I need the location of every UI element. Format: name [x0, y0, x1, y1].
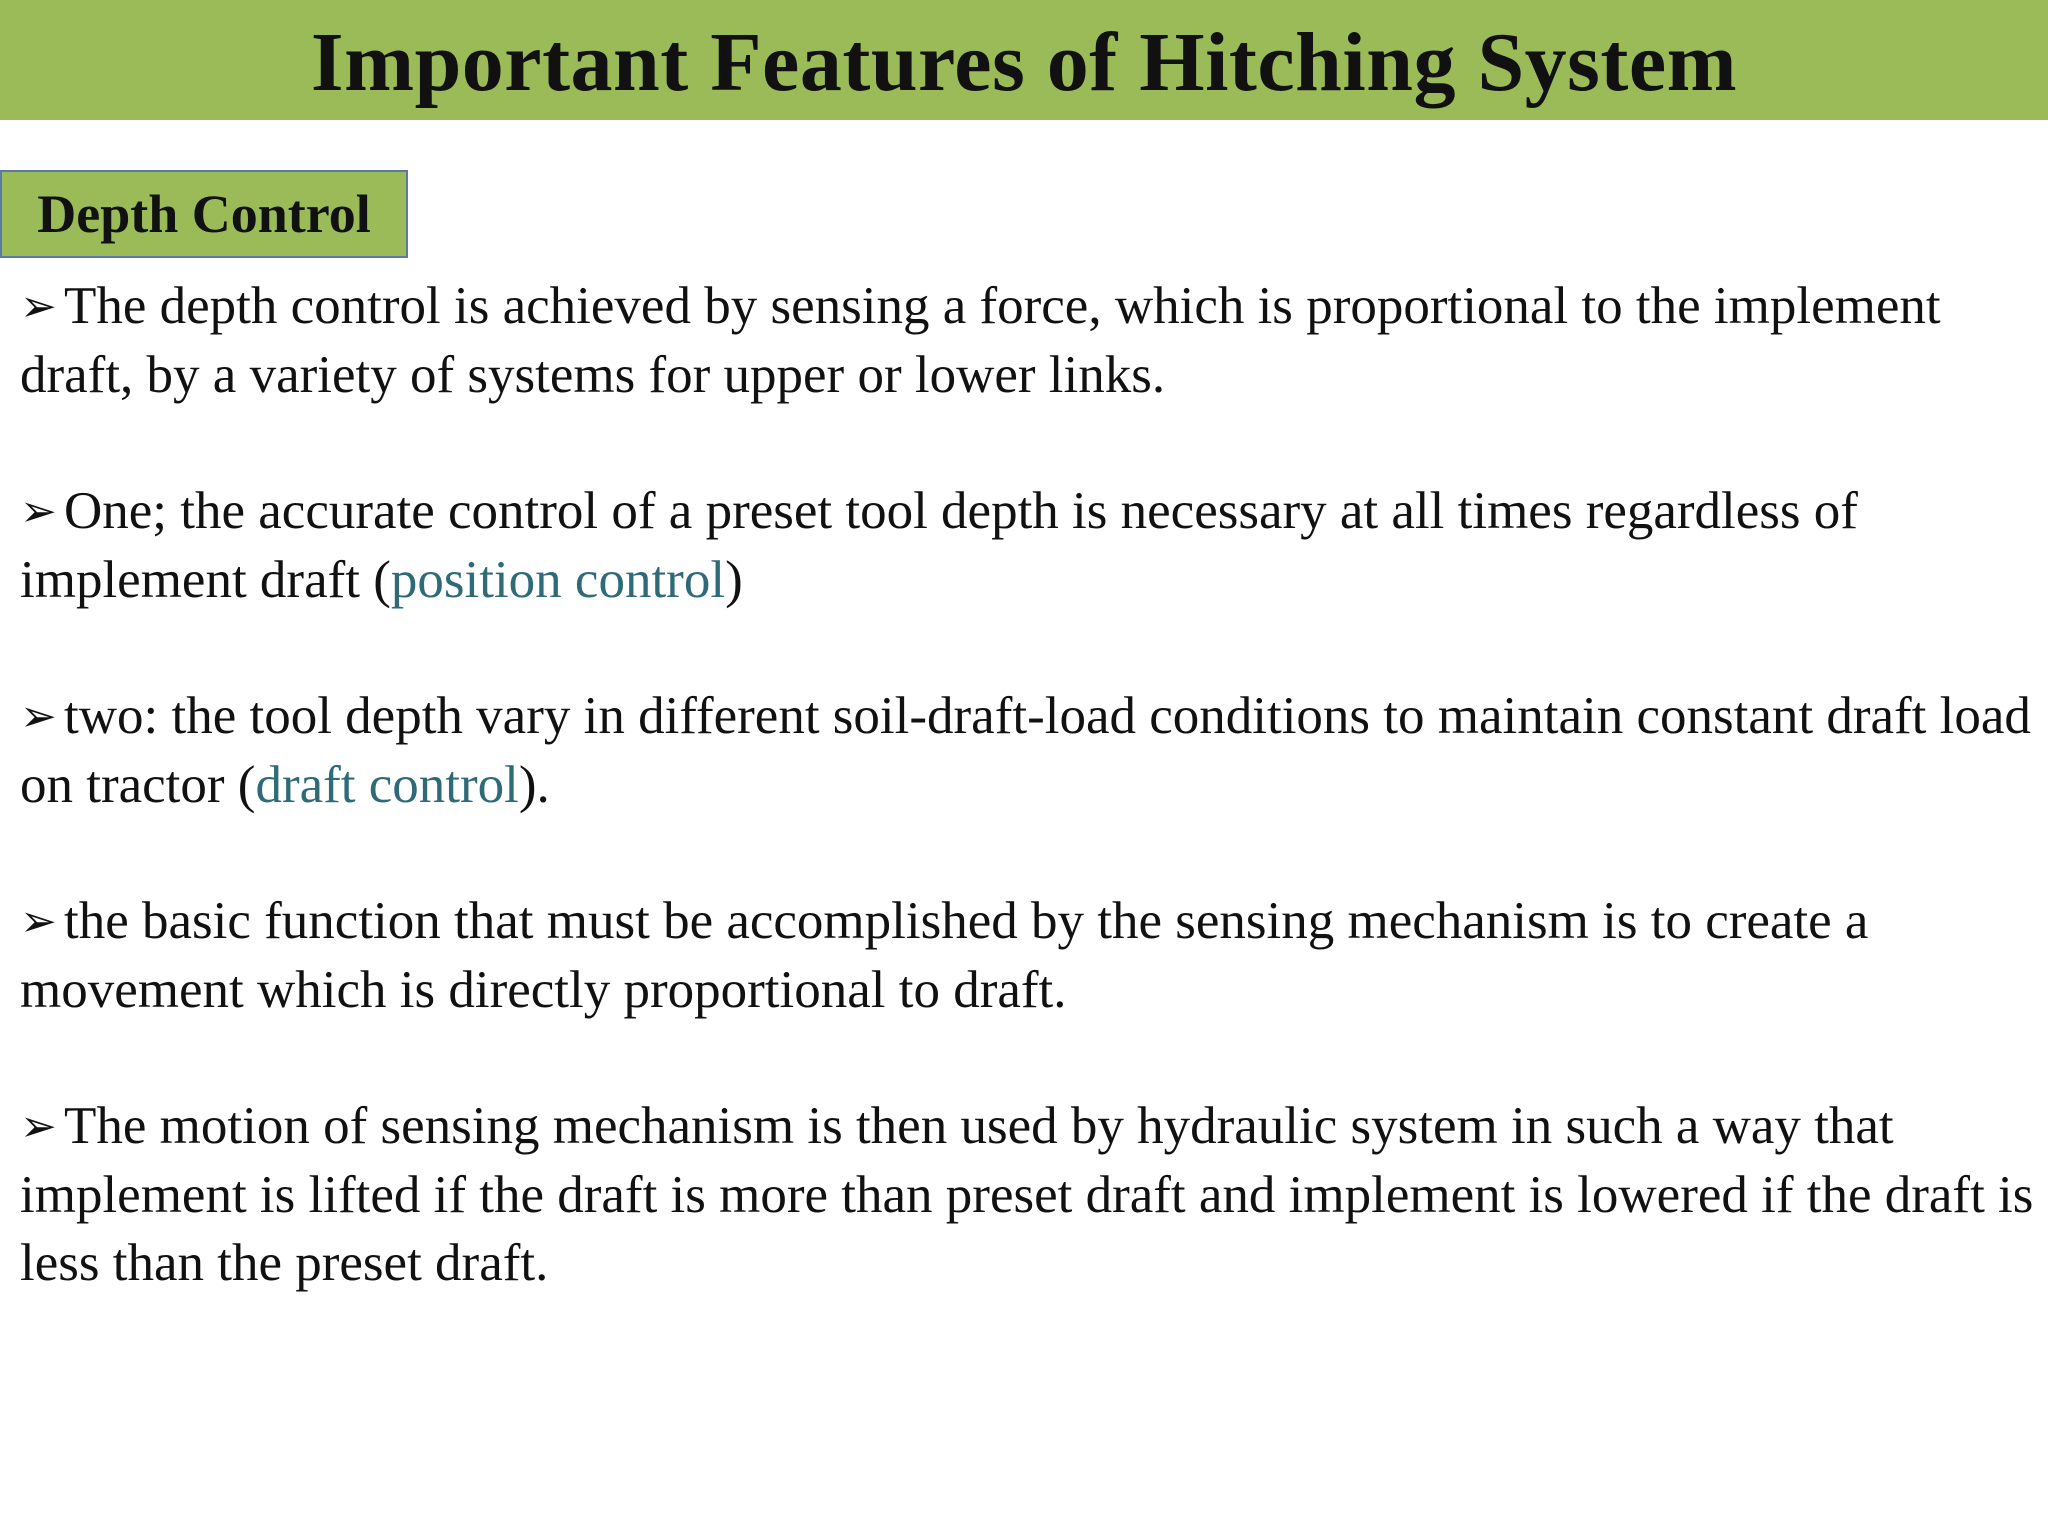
bullet-text-end: ).: [518, 756, 550, 814]
bullet-item: [20, 477, 2035, 614]
bullet-text-end: ): [725, 551, 743, 609]
highlight-term: draft control: [255, 756, 519, 814]
arrow-bullet-icon: ➢: [20, 1101, 57, 1152]
bullet-item: [20, 682, 2035, 819]
bullet-text: the basic function that must be accomplished by the sensing mechanism is to create a movement which is directly proportional to draft.: [20, 892, 1869, 1019]
arrow-bullet-icon: ➢: [20, 691, 57, 742]
bullet-item: [20, 272, 2035, 409]
bullet-text: two: the tool depth vary in different soil-draft-load conditions to maintain constant draft load on tractor (: [20, 687, 2031, 814]
bullet-text: The motion of sensing mechanism is then used by hydraulic system in such a way that implement is lifted if the draft is more than preset draft and implement is lowered if the draft is less than the preset draft.: [20, 1097, 2034, 1292]
arrow-bullet-icon: ➢: [20, 896, 57, 947]
bullet-item: [20, 1092, 2035, 1297]
arrow-bullet-icon: ➢: [20, 281, 57, 332]
arrow-bullet-icon: ➢: [20, 486, 57, 537]
bullet-item: [20, 887, 2035, 1024]
highlight-term: position control: [390, 551, 726, 609]
bullet-text: One; the accurate control of a preset tool depth is necessary at all times regardless of implement draft (: [20, 482, 1858, 609]
bullet-list: [20, 272, 2035, 1365]
bullet-text: The depth control is achieved by sensing a force, which is proportional to the implement draft, by a variety of systems for upper or lower links.: [20, 277, 1941, 404]
page-title: Important Features of Hitching System: [310, 15, 1738, 109]
title-bar: [0, 0, 2048, 120]
section-label: Depth Control: [37, 184, 371, 244]
section-label-box: [0, 170, 408, 258]
